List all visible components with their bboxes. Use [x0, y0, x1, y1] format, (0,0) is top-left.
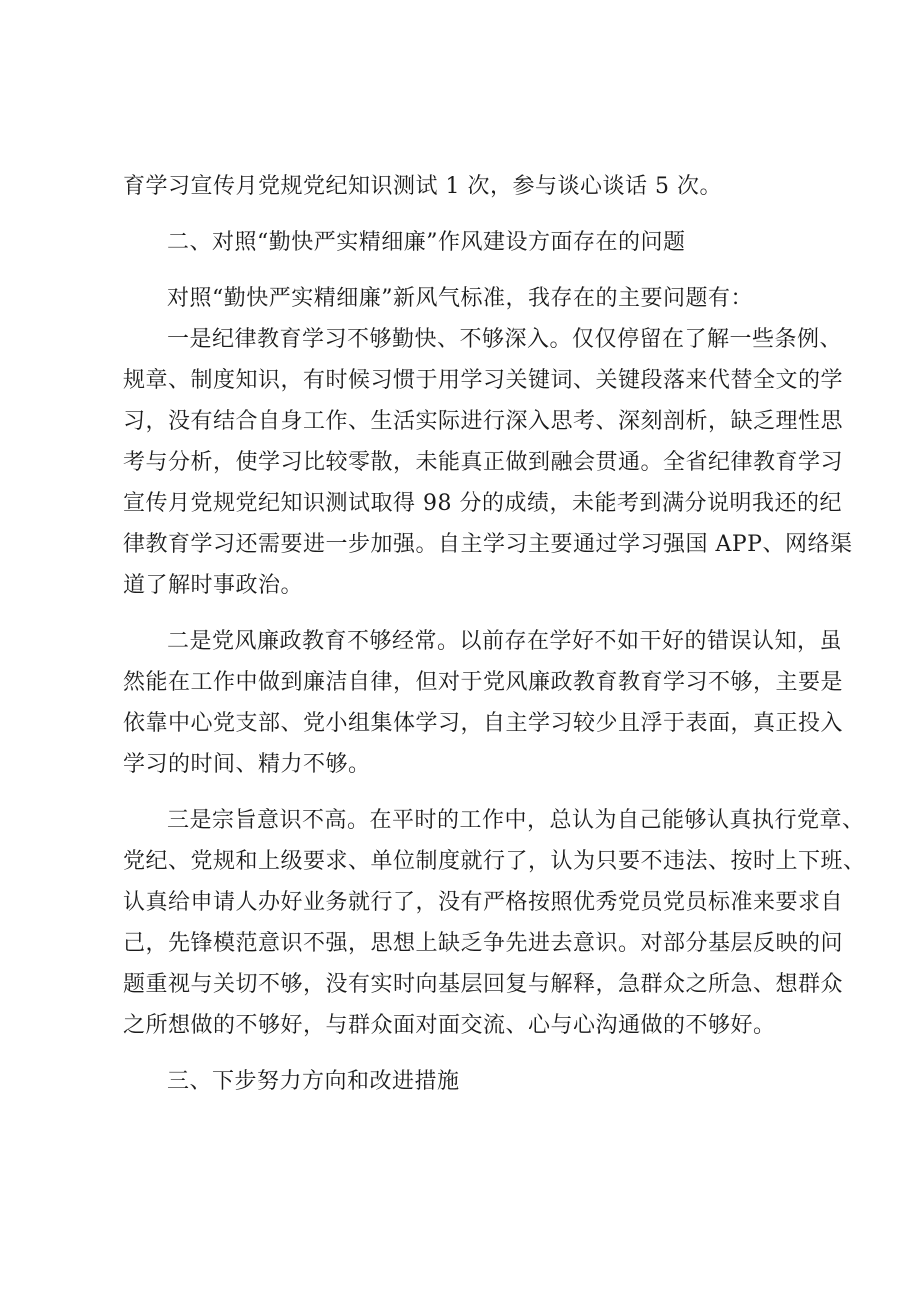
paragraph-line: 己，先锋模范意识不强，思想上缺乏争先进去意识。对部分基层反映的问: [123, 931, 844, 956]
paragraph-line: 规章、制度知识，有时候习惯于用学习关键词、关键段落来代替全文的学: [123, 368, 844, 393]
paragraph-line: 道了解时事政治。: [123, 573, 304, 598]
section-two-heading: 二、对照“勤快严实精细廉”作风建设方面存在的问题: [167, 230, 686, 255]
intro-paragraph: 对照“勤快严实精细廉”新风气标准，我存在的主要问题有：: [167, 286, 753, 311]
paragraph-line: 二是党风廉政教育不够经常。以前存在学好不如干好的错误认知，虽: [167, 629, 843, 654]
continuation-line: 育学习宣传月党规党纪知识测试 1 次，参与谈心谈话 5 次。: [123, 174, 722, 199]
paragraph-line: 宣传月党规党纪知识测试取得 98 分的成绩，未能考到满分说明我还的纪: [123, 491, 842, 516]
paragraph-line: 题重视与关切不够，没有实时向基层回复与解释，急群众之所急、想群众: [123, 972, 844, 997]
paragraph-line: 党纪、党规和上级要求、单位制度就行了，认为只要不违法、按时上下班、: [123, 849, 866, 874]
paragraph-line: 三是宗旨意识不高。在平时的工作中，总认为自己能够认真执行党章、: [167, 808, 865, 833]
paragraph-line: 习，没有结合自身工作、生活实际进行深入思考、深刻剖析，缺乏理性思: [123, 409, 844, 434]
paragraph-line: 学习的时间、精力不够。: [123, 752, 371, 777]
paragraph-line: 考与分析，使学习比较零散，未能真正做到融会贯通。全省纪律教育学习: [123, 450, 844, 475]
paragraph-line: 一是纪律教育学习不够勤快、不够深入。仅仅停留在了解一些条例、: [167, 327, 843, 352]
paragraph-line: 依靠中心党支部、党小组集体学习，自主学习较少且浮于表面，真正投入: [123, 711, 844, 736]
section-three-heading: 三、下步努力方向和改进措施: [167, 1069, 460, 1094]
paragraph-line: 律教育学习还需要进一步加强。自主学习主要通过学习强国 APP、网络渠: [123, 532, 853, 557]
paragraph-line: 认真给申请人办好业务就行了，没有严格按照优秀党员党员标准来要求自: [123, 890, 844, 915]
paragraph-line: 然能在工作中做到廉洁自律，但对于党风廉政教育教育学习不够，主要是: [123, 670, 844, 695]
paragraph-line: 之所想做的不够好，与群众面对面交流、心与心沟通做的不够好。: [123, 1013, 776, 1038]
